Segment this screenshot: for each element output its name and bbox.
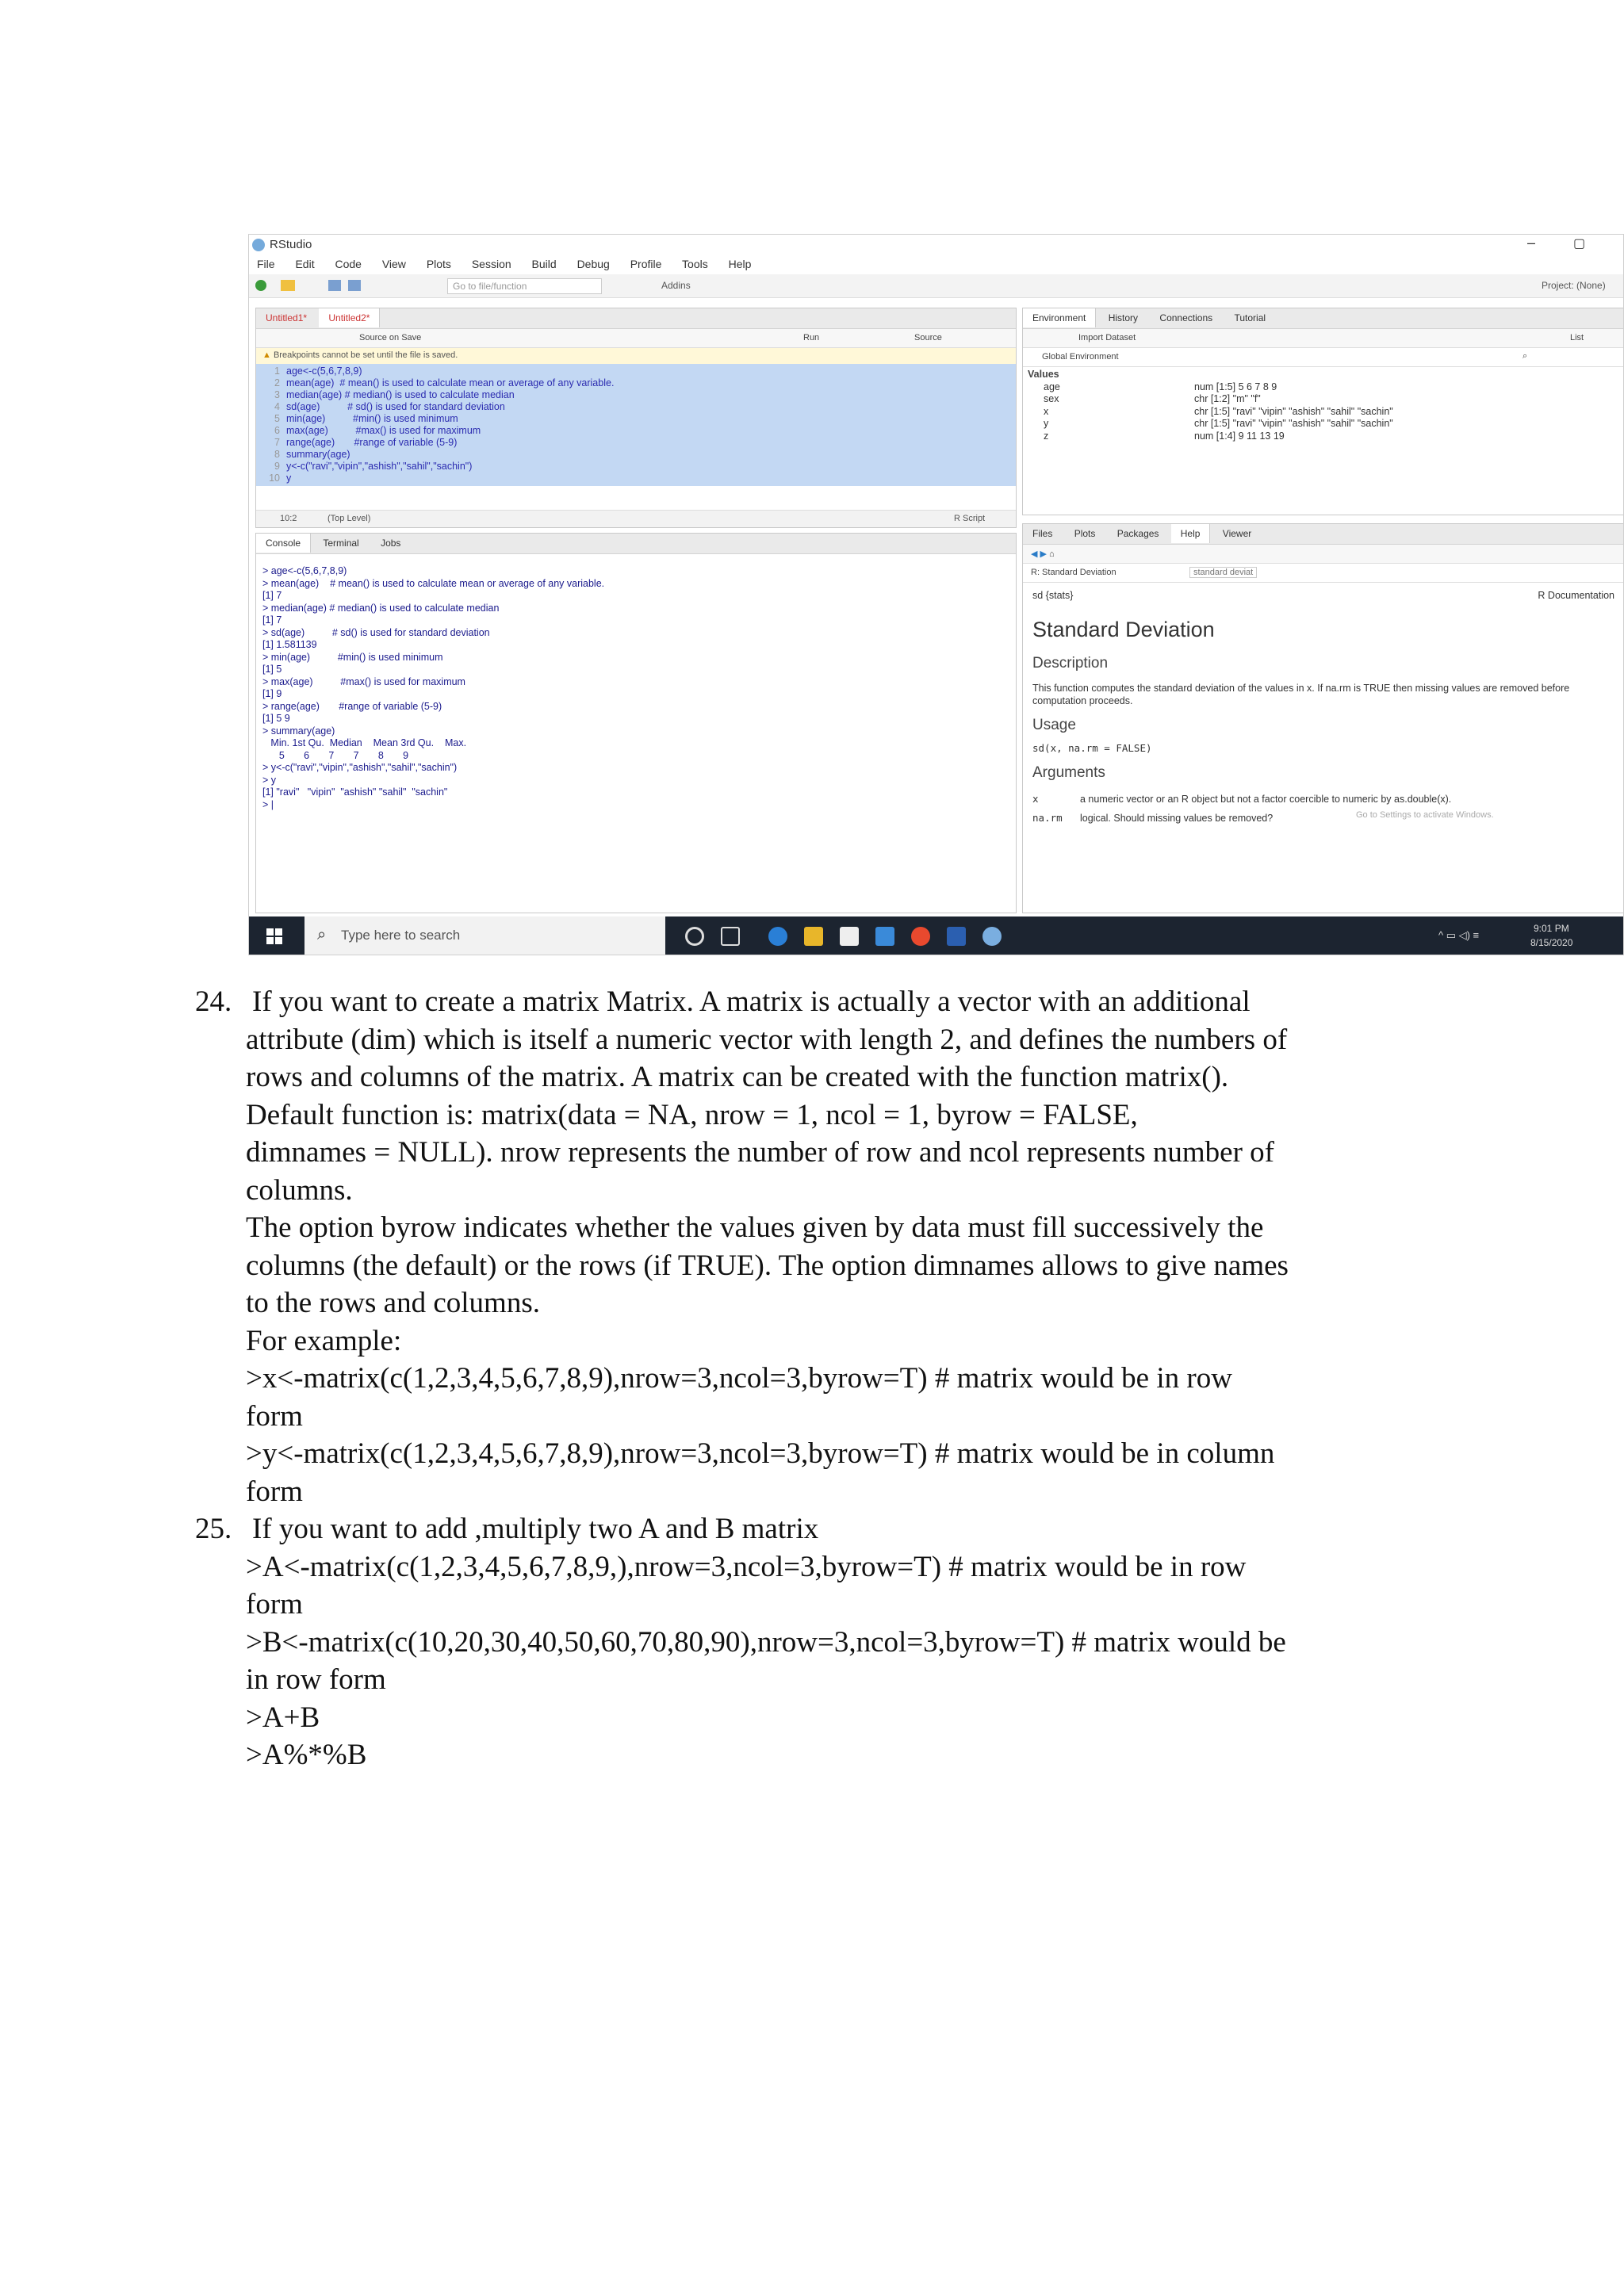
file-type[interactable]: R Script: [954, 514, 986, 523]
source-on-save-checkbox[interactable]: Source on Save: [359, 333, 422, 342]
goto-file-placeholder: Go to file/function: [453, 281, 527, 292]
console-line: [1] 7: [262, 614, 282, 626]
windows-taskbar: [249, 916, 1624, 955]
code-line: [259, 425, 1016, 437]
line-number: 4: [274, 401, 280, 412]
files-tabbar: [1023, 524, 1624, 545]
paragraph-line: attribute (dim) which is itself a numeric vector with length 2, and defines the numbers of: [246, 1023, 1288, 1056]
warning-icon: ▲: [262, 350, 274, 360]
paragraph-line: columns.: [246, 1173, 353, 1207]
home-icon[interactable]: ⌂: [1049, 549, 1055, 559]
console-line: > sd(age) # sd() is used for standard deviation: [262, 626, 490, 638]
line-number: 1: [274, 365, 280, 377]
code-line: [259, 413, 1016, 425]
paragraph-line: rows and columns of the matrix. A matrix can be created with the function matrix().: [246, 1061, 1229, 1093]
env-var-name: y: [1044, 418, 1049, 429]
new-file-icon[interactable]: [255, 280, 266, 291]
console-line: > y<-c("ravi","vipin","ashish","sahil","sachin"): [262, 762, 458, 773]
env-toolbar: [1023, 329, 1624, 348]
console-line: > median(age) # median() is used to calculate median: [262, 602, 500, 614]
tab-files[interactable]: Files: [1032, 528, 1053, 539]
line-number: 2: [274, 377, 280, 388]
paragraph-line: >A+B: [246, 1701, 320, 1734]
paragraph-line: If you want to create a matrix Matrix. A matrix is actually a vector with an additional: [252, 985, 1251, 1018]
menu-bar: [249, 255, 1624, 274]
env-var-value: num [1:5] 5 6 7 8 9: [1194, 381, 1277, 392]
rstudio-screenshot: [248, 234, 1624, 955]
env-tabbar: [1023, 308, 1624, 329]
word-icon[interactable]: [947, 927, 966, 946]
activate-windows-watermark: Go to Settings to activate Windows.: [1356, 810, 1494, 820]
list-view-button[interactable]: List: [1570, 333, 1584, 342]
goto-file-input[interactable]: [447, 278, 602, 294]
code-line: [259, 449, 1016, 461]
code-text: summary(age): [286, 449, 350, 460]
open-project-icon[interactable]: [281, 280, 295, 291]
code-line: [259, 473, 1016, 484]
code-line: [259, 461, 1016, 473]
console-line: Min. 1st Qu. Median Mean 3rd Qu. Max.: [262, 737, 467, 748]
env-var-name: sex: [1044, 393, 1059, 404]
menu-session[interactable]: Session: [471, 258, 511, 270]
help-title: Standard Deviation: [1032, 618, 1215, 641]
console-output[interactable]: [256, 554, 1016, 822]
tab-terminal[interactable]: Terminal: [323, 538, 359, 549]
menu-code[interactable]: Code: [335, 258, 362, 270]
values-header: Values: [1028, 369, 1059, 380]
maximize-icon[interactable]: ▢: [1573, 237, 1586, 251]
cursor-position: 10:2: [280, 514, 297, 523]
taskbar-search-placeholder: Type here to search: [341, 928, 461, 943]
arg-narm-name: na.rm: [1032, 812, 1063, 824]
help-arguments-heading: Arguments: [1032, 764, 1105, 781]
code-text: y: [286, 473, 292, 484]
global-env-dropdown[interactable]: Global Environment: [1042, 352, 1119, 362]
import-dataset-button[interactable]: Import Dataset: [1078, 333, 1136, 342]
menu-profile[interactable]: Profile: [630, 258, 662, 270]
env-row[interactable]: [1028, 393, 1619, 406]
code-text: range(age) #range of variable (5-9): [286, 437, 458, 448]
console-line: > y: [262, 774, 277, 786]
menu-plots[interactable]: Plots: [426, 258, 451, 270]
tab-environment[interactable]: Environment: [1023, 308, 1096, 327]
menu-help[interactable]: Help: [728, 258, 752, 270]
line-number: 6: [274, 425, 280, 436]
paragraph-line: form: [246, 1588, 303, 1621]
paragraph-line: form: [246, 1475, 303, 1508]
tab-connections[interactable]: Connections: [1159, 312, 1213, 323]
help-arg-x: [1032, 793, 1614, 806]
clock-date[interactable]: 8/15/2020: [1530, 937, 1573, 948]
paragraph-line: If you want to add ,multiply two A and B matrix: [252, 1513, 819, 1545]
help-package: sd {stats}: [1032, 590, 1074, 601]
mail-icon[interactable]: [875, 927, 894, 946]
search-icon[interactable]: ⌕: [1522, 351, 1528, 361]
env-var-value: num [1:4] 9 11 13 19: [1194, 430, 1285, 442]
env-row[interactable]: [1028, 406, 1619, 419]
console-line: 5 6 7 7 8 9: [262, 749, 409, 761]
line-number: 7: [274, 437, 280, 448]
paragraph-line: >A%*%B: [246, 1739, 367, 1771]
code-text: max(age) #max() is used for maximum: [286, 425, 481, 436]
paragraph-line: Default function is: matrix(data = NA, nrow = 1, ncol = 1, byrow = FALSE,: [246, 1098, 1138, 1131]
code-text: mean(age) # mean() is used to calculate mean or average of any variable.: [286, 377, 615, 388]
env-scope-bar: [1023, 348, 1624, 367]
code-line: [259, 437, 1016, 449]
save-icon[interactable]: [328, 280, 341, 291]
task-view-icon[interactable]: [721, 927, 740, 946]
paragraph-line: columns (the default) or the rows (if TRUE). The option dimnames allows to give names: [246, 1249, 1289, 1282]
line-number: 9: [274, 461, 280, 472]
item-25-number: 25.: [195, 1513, 232, 1545]
code-text: age<-c(5,6,7,8,9): [286, 365, 362, 377]
help-description-heading: Description: [1032, 655, 1109, 672]
system-tray-icons[interactable]: ^ ▭ ◁) ≡: [1438, 929, 1480, 941]
line-number: 10: [269, 473, 280, 484]
menu-build[interactable]: Build: [531, 258, 557, 270]
console-line: [1] 5: [262, 664, 282, 675]
env-var-value: chr [1:2] "m" "f": [1194, 393, 1261, 404]
code-text: sd(age) # sd() is used for standard deviation: [286, 401, 505, 412]
tab-history[interactable]: History: [1108, 312, 1139, 323]
tab-help[interactable]: Help: [1171, 524, 1211, 543]
console-line: > age<-c(5,6,7,8,9): [262, 565, 347, 576]
line-number: 8: [274, 449, 280, 460]
help-doc-label: R Documentation: [1538, 590, 1614, 601]
item-24-number: 24.: [195, 985, 232, 1018]
arg-x-desc: a numeric vector or an R object but not a factor coercible to numeric by as.double(x).: [1080, 794, 1452, 805]
console-line: [1] 7: [262, 590, 282, 601]
paragraph-line: >y<-matrix(c(1,2,3,4,5,6,7,8,9),nrow=3,ncol=3,byrow=T) # matrix would be in column: [246, 1437, 1275, 1470]
windows-start-icon[interactable]: [266, 928, 282, 944]
paragraph-line: >B<-matrix(c(10,20,30,40,50,60,70,80,90),nrow=3,ncol=3,byrow=T) # matrix would be: [246, 1625, 1286, 1659]
code-line: [259, 389, 1016, 401]
console-tabbar: [256, 534, 1016, 554]
paragraph-line: >x<-matrix(c(1,2,3,4,5,6,7,8,9),nrow=3,ncol=3,byrow=T) # matrix would be in row: [246, 1362, 1232, 1395]
paragraph-line: The option byrow indicates whether the values given by data must fill successively the: [246, 1211, 1264, 1244]
rstudio-logo-icon: [252, 239, 265, 251]
store-icon[interactable]: [840, 927, 859, 946]
console-line: [1] 5 9: [262, 713, 290, 724]
code-editor[interactable]: [256, 364, 1016, 486]
main-toolbar: [249, 274, 1624, 298]
menu-view[interactable]: View: [381, 258, 406, 270]
code-line: [259, 365, 1016, 377]
project-menu[interactable]: Project: (None): [1542, 280, 1606, 291]
env-var-name: x: [1044, 405, 1049, 417]
console-line: > range(age) #range of variable (5-9): [262, 700, 442, 712]
code-text: y<-c("ravi","vipin","ashish","sahil","sachin"): [286, 461, 473, 472]
line-number: 5: [274, 413, 280, 424]
search-icon: ⌕: [317, 926, 327, 943]
save-all-icon[interactable]: [348, 280, 361, 291]
editor-statusbar: [256, 510, 1016, 527]
arg-x-name: x: [1032, 793, 1039, 805]
help-arg-narm: [1032, 812, 1614, 825]
paragraph-line: dimnames = NULL). nrow represents the number of row and ncol represents number of: [246, 1136, 1274, 1169]
forward-icon[interactable]: ▶: [1040, 549, 1050, 559]
tab-jobs[interactable]: Jobs: [381, 538, 401, 549]
console-line: [1] "ravi" "vipin" "ashish" "sahil" "sachin": [262, 786, 448, 798]
run-button[interactable]: Run: [803, 333, 820, 342]
console-line: > max(age) #max() is used for maximum: [262, 675, 465, 687]
paragraph-line: >A<-matrix(c(1,2,3,4,5,6,7,8,9,),nrow=3,ncol=3,byrow=T) # matrix would be in row: [246, 1550, 1247, 1583]
tab-viewer[interactable]: Viewer: [1222, 528, 1252, 539]
editor-toolbar: [256, 329, 1016, 348]
editor-pane: [255, 308, 1017, 528]
console-line: > summary(age): [262, 725, 335, 737]
help-usage: sd(x, na.rm = FALSE): [1032, 742, 1152, 754]
menu-edit[interactable]: Edit: [295, 258, 315, 270]
help-nav-bar: [1023, 545, 1624, 564]
env-var-value: chr [1:5] "ravi" "vipin" "ashish" "sahil" "sachin": [1194, 418, 1393, 429]
rstudio-taskbar-icon[interactable]: [982, 927, 1002, 946]
help-topic-bar: [1023, 564, 1624, 583]
menu-debug[interactable]: Debug: [576, 258, 610, 270]
console-pane: [255, 533, 1017, 913]
cortana-icon[interactable]: [685, 927, 704, 946]
help-search-input[interactable]: standard deviat: [1189, 567, 1257, 578]
env-var-name: age: [1044, 381, 1060, 392]
env-var-value: chr [1:5] "ravi" "vipin" "ashish" "sahil" "sachin": [1194, 405, 1393, 417]
tab-plots[interactable]: Plots: [1074, 528, 1096, 539]
paragraph-line: in row form: [246, 1663, 386, 1696]
chrome-icon[interactable]: [911, 927, 930, 946]
addins-menu[interactable]: Addins: [661, 280, 691, 291]
tab-untitled2[interactable]: Untitled2*: [319, 308, 380, 327]
line-number: 3: [274, 389, 280, 400]
help-usage-heading: Usage: [1032, 717, 1076, 733]
tab-tutorial[interactable]: Tutorial: [1234, 312, 1266, 323]
help-content: [1023, 583, 1624, 831]
help-header-row: [1032, 589, 1614, 602]
console-line: > mean(age) # mean() is used to calculate mean or average of any variable.: [262, 577, 605, 589]
back-icon[interactable]: ◀: [1031, 549, 1040, 559]
warning-text: Breakpoints cannot be set until the file is saved.: [273, 350, 458, 360]
window-titlebar: [249, 235, 1624, 255]
environment-pane: [1022, 308, 1624, 515]
window-title: RStudio: [270, 238, 312, 251]
env-row[interactable]: [1028, 430, 1619, 443]
scope-indicator[interactable]: (Top Level): [327, 514, 371, 523]
console-line: [1] 1.581139: [262, 639, 317, 650]
help-pane: [1022, 523, 1624, 913]
file-explorer-icon[interactable]: [804, 927, 823, 946]
code-line: [259, 401, 1016, 413]
paragraph-line: to the rows and columns.: [246, 1287, 540, 1319]
clock-time[interactable]: 9:01 PM: [1534, 923, 1569, 934]
tab-packages[interactable]: Packages: [1116, 528, 1159, 539]
minimize-icon[interactable]: –: [1527, 235, 1536, 251]
paragraph-line: For example:: [246, 1324, 402, 1357]
code-line: [259, 377, 1016, 389]
env-values-list: [1023, 367, 1624, 444]
env-row[interactable]: [1028, 381, 1619, 394]
code-text: median(age) # median() is used to calculate median: [286, 389, 515, 400]
tab-untitled1[interactable]: Untitled1*: [266, 312, 308, 323]
menu-tools[interactable]: Tools: [682, 258, 708, 270]
taskbar-search-box[interactable]: [304, 916, 665, 955]
source-button[interactable]: Source: [914, 333, 942, 342]
console-line: > min(age) #min() is used minimum: [262, 651, 443, 663]
paragraph-line: form: [246, 1399, 303, 1433]
arg-narm-desc: logical. Should missing values be removed?: [1080, 813, 1274, 824]
env-row[interactable]: [1028, 418, 1619, 430]
env-var-name: z: [1044, 430, 1049, 442]
help-description: This function computes the standard deviation of the values in x. If na.rm is TRUE then missing values are removed before computation proceeds.: [1032, 683, 1570, 706]
code-text: min(age) #min() is used minimum: [286, 413, 458, 424]
breakpoint-warning: [256, 348, 1016, 364]
editor-tabbar: [256, 308, 1016, 329]
help-topic-dropdown[interactable]: R: Standard Deviation: [1031, 568, 1116, 577]
menu-file[interactable]: File: [257, 258, 275, 270]
edge-browser-icon[interactable]: [768, 927, 787, 946]
console-line: > |: [262, 798, 274, 810]
tab-console[interactable]: Console: [256, 534, 311, 553]
console-line: [1] 9: [262, 688, 282, 699]
